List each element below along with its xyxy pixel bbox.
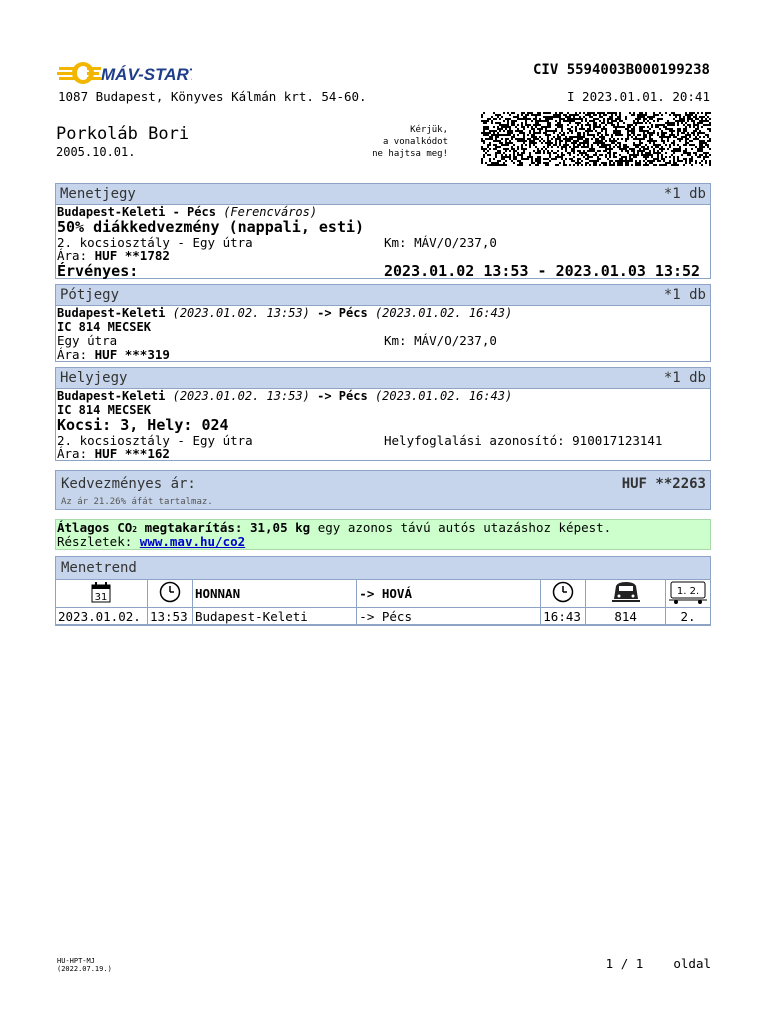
co2-text: Átlagos CO2 megtakarítás: 31,05 kg egy azonos távú autós utazáshoz képest.: [57, 520, 612, 535]
km: Km: MÁV/O/237,0: [384, 235, 497, 250]
section-title: Menetjegy: [60, 186, 136, 202]
section-title: Pótjegy: [60, 287, 120, 303]
row-from: Budapest-Keleti: [192, 608, 356, 625]
header-to: -> HOVÁ: [357, 580, 541, 608]
quantity: *1 db: [663, 370, 706, 386]
row-departure: 13:53: [147, 608, 192, 625]
price: Ára: HUF ***162: [57, 446, 170, 461]
mav-start-logo: [57, 60, 192, 86]
barcode-note: Kérjük, a vonalkódot ne hajtsa meg!: [372, 125, 448, 159]
trip: Egy útra: [57, 333, 118, 348]
mav-wings-icon: [57, 62, 101, 84]
page-number: 1 / 1 oldal: [605, 956, 711, 971]
valid-label: Érvényes:: [57, 262, 139, 280]
seat: Kocsi: 3, Hely: 024: [57, 416, 229, 434]
row-train: 814: [586, 608, 666, 625]
discounted-price-box: [55, 470, 711, 510]
co2-savings-box: [55, 519, 711, 550]
table-row: [56, 608, 711, 625]
header-from: HONNAN: [192, 580, 356, 608]
details-label: Részletek:: [57, 534, 140, 549]
arrival-clock-icon: [541, 580, 586, 608]
reservation-id: Helyfoglalási azonosító: 910017123141: [384, 433, 663, 448]
ticket-section-menetjegy: [55, 183, 711, 279]
co2-details-link[interactable]: www.mav.hu/co2: [139, 534, 246, 549]
svg-text:31: 31: [95, 592, 108, 603]
timetable: [55, 556, 711, 626]
calendar-icon: [56, 580, 148, 608]
svg-text:1. 2.: 1. 2.: [676, 586, 700, 597]
route: Budapest-Keleti (2023.01.02. 13:53) -> Pécs (2023.01.02. 16:43): [57, 389, 513, 403]
class-icon: [666, 580, 711, 608]
civ-number: CIV 5594003B000199238: [532, 62, 710, 78]
departure-clock-icon: [147, 580, 192, 608]
class: 2. kocsiosztály - Egy útra: [57, 433, 253, 448]
total-value: HUF **2263: [621, 476, 706, 492]
section-title: Helyjegy: [60, 370, 128, 386]
row-date: 2023.01.02.: [56, 608, 148, 625]
route: Budapest-Keleti - Pécs (Ferencváros): [57, 205, 318, 219]
train: IC 814 MECSEK: [57, 403, 151, 417]
ticket-section-helyjegy: [55, 367, 711, 461]
km: Km: MÁV/O/237,0: [384, 333, 497, 348]
svg-text:MÁV-START: MÁV-START: [101, 65, 192, 84]
row-arrival: 16:43: [541, 608, 586, 625]
ticket-section-potjegy: [55, 284, 711, 362]
total-label: Kedvezményes ár:: [61, 476, 196, 492]
company-address: 1087 Budapest, Könyves Kálmán krt. 54-60.: [58, 89, 367, 104]
issue-date: I 2023.01.01. 20:41: [567, 89, 710, 104]
quantity: *1 db: [663, 186, 706, 202]
row-to: -> Pécs: [357, 608, 541, 625]
discount: 50% diákkedvezmény (nappali, esti): [57, 218, 365, 236]
aztec-barcode: [481, 112, 711, 167]
vat-note: Az ár 21.26% áfát tartalmaz.: [61, 497, 213, 507]
passenger-name: Porkoláb Bori: [56, 124, 190, 144]
class: 2. kocsiosztály - Egy útra: [57, 235, 253, 250]
train: IC 814 MECSEK: [57, 320, 151, 334]
form-code: HU-HPT-MJ (2022.07.19.): [57, 957, 112, 973]
route: Budapest-Keleti (2023.01.02. 13:53) -> Pécs (2023.01.02. 16:43): [57, 306, 513, 320]
quantity: *1 db: [663, 287, 706, 303]
passenger-dob: 2005.10.01.: [56, 145, 136, 159]
price: Ára: HUF **1782: [57, 248, 170, 263]
price: Ára: HUF ***319: [57, 347, 170, 362]
valid-period: 2023.01.02 13:53 - 2023.01.03 13:52: [384, 262, 701, 280]
train-icon: [586, 580, 666, 608]
row-class: 2.: [666, 608, 711, 625]
timetable-title: Menetrend: [61, 560, 137, 576]
